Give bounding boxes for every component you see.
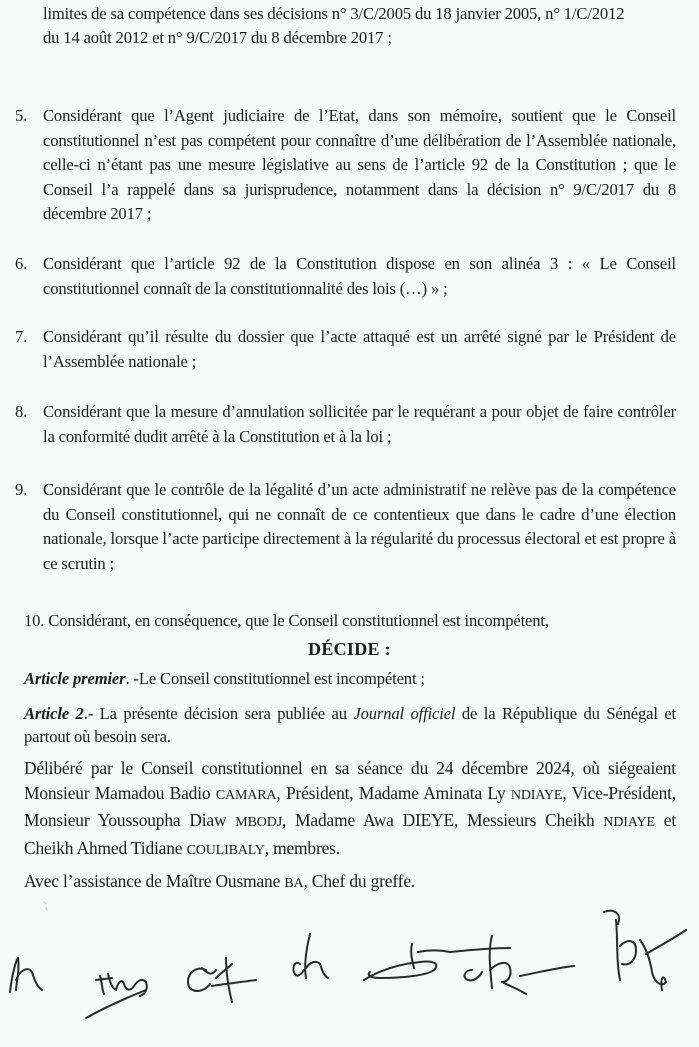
signatures-area xyxy=(0,890,699,1042)
assistance-text: Avec l’assistance de Maître Ousmane xyxy=(24,871,285,891)
article-text-after: de la République du Sénégal et partout où besoin sera. xyxy=(24,704,677,746)
considerant-number: 7. xyxy=(15,327,28,346)
scan-artifacts xyxy=(44,902,47,910)
considerant-number: 8. xyxy=(15,402,28,421)
decision-heading: DÉCIDE : xyxy=(308,639,391,659)
article-separator: . - xyxy=(125,669,139,688)
member-name: NDIAYE xyxy=(510,787,563,803)
signature-7-icon xyxy=(604,911,686,990)
article-2 xyxy=(24,702,676,748)
deliberation-intro: Délibéré par le Conseil constitutionnel en sa séance du 24 décembre 2024, où siégeaient Monsieur Mamadou Badio xyxy=(24,758,676,803)
article-separator: .- xyxy=(83,704,100,723)
member-name: CAMARA xyxy=(215,787,277,803)
signature-2-icon xyxy=(86,974,147,1018)
deliberation-paragraph xyxy=(24,756,676,863)
considerant-number: 6. xyxy=(15,254,28,273)
considerant-7 xyxy=(15,325,676,374)
article-label: Article 2 xyxy=(24,704,84,723)
signature-4-icon xyxy=(293,934,328,978)
deliberation-text: , Président, Madame Aminata Ly xyxy=(276,782,511,803)
considerant-number: 9. xyxy=(15,480,28,499)
considerant-text: Considérant que la mesure d’annulation sollicitée par le requérant a pour objet de faire contrôler la conformité dudit arrêté à la Constitution et à la loi ; xyxy=(43,402,676,446)
considerant-10 xyxy=(24,609,549,633)
considerant-9 xyxy=(15,478,676,576)
considerant-text: Considérant que l’article 92 de la Constitution dispose en son alinéa 3 : « Le Conseil constitutionnel connaît de la constitutionnalité des lois (…) » ; xyxy=(43,254,676,298)
deliberation-text: et Cheikh Ahmed Tidiane xyxy=(24,810,677,858)
signature-5-icon xyxy=(364,944,510,980)
article-label: Article premier xyxy=(24,669,126,688)
signature-3-icon xyxy=(188,958,256,1002)
deliberation-text: , Vice-Président, Monsieur Youssoupha Diaw xyxy=(24,782,676,830)
considerant-number: 10. xyxy=(24,611,45,630)
considerant-text: Considérant que le contrôle de la légalité d’un acte administratif ne relève pas de la compétence du Conseil constitutionnel, qui ne connaît de ce contentieux que dans le cadre d’une élection nationale, lorsque l’acte participe directement à la régularité du processus électoral et est propre à ce scrutin ; xyxy=(43,480,676,573)
article-text: Le Conseil constitutionnel est incompétent ; xyxy=(138,669,425,688)
member-name: MBODJ xyxy=(235,815,282,830)
considerant-text: Considérant qu’il résulte du dossier que l’acte attaqué est un arrêté signé par le Président de l’Assemblée nationale ; xyxy=(43,327,676,371)
greffier-name: BA xyxy=(284,876,304,891)
signature-1-icon xyxy=(10,958,42,992)
considerant-8 xyxy=(15,400,676,449)
deliberation-text: , membres. xyxy=(264,837,340,858)
considerant-6 xyxy=(15,252,676,301)
considerant-number: 5. xyxy=(15,106,28,125)
assistance-text: , Chef du greffe. xyxy=(303,871,416,891)
continuation-line-1: limites de sa compétence dans ses décisions n° 3/C/2005 du 18 janvier 2005, n° 1/C/2012 xyxy=(43,4,625,23)
continuation-line-2: du 14 août 2012 et n° 9/C/2017 du 8 décembre 2017 ; xyxy=(43,28,392,47)
journal-officiel: Journal officiel xyxy=(353,704,456,723)
considerant-5 xyxy=(15,104,676,227)
considerant-text: Considérant que l’Agent judiciaire de l’Etat, dans son mémoire, soutient que le Conseil constitutionnel n’est pas compétent pour connaître d’une délibération de l’Assemblée nationale, celle-ci n’étant pas une mesure législative au sens de l’article 92 de la Constitution ; que le Conseil l’a rappelé dans sa jurisprudence, notamment dans la décision n° 9/C/2017 du 8 décembre 2017 ; xyxy=(43,106,676,223)
article-text-before: La présente décision sera publiée au xyxy=(99,704,354,723)
article-premier xyxy=(24,667,425,691)
considerant-text: Considérant, en conséquence, que le Conseil constitutionnel est incompétent, xyxy=(48,611,549,630)
deliberation-text: , Madame Awa DIEYE, Messieurs Cheikh xyxy=(282,810,604,830)
member-name: COULIBALY xyxy=(186,842,265,858)
member-name: NDIAYE xyxy=(603,815,655,830)
signature-6-icon xyxy=(465,936,574,994)
